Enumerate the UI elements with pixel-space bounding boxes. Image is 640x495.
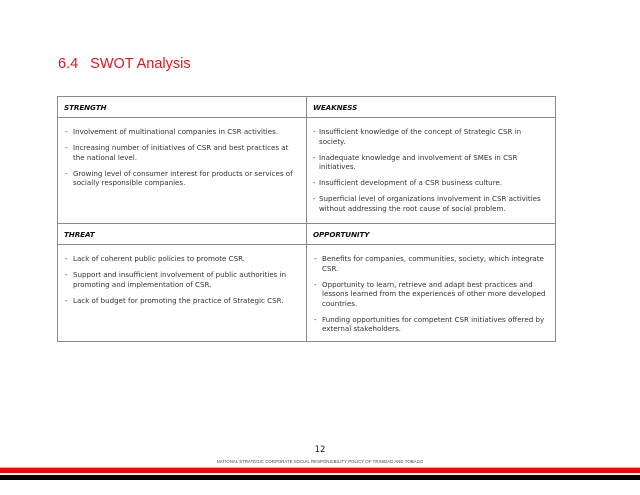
list-item: - Inadequate knowledge and involvement of SMEs in CSR initiatives. xyxy=(313,153,549,172)
list-item: - Support and insufficient involvement of public authorities in promoting and implementation of CSR. xyxy=(64,270,300,289)
list-item: - Funding opportunities for competent CSR initiatives offered by external stakeholders. xyxy=(313,315,549,334)
page-number: 12 xyxy=(314,445,326,455)
opportunity-cell xyxy=(307,245,556,342)
list-item: - Growing level of consumer interest for products or services of socially responsible companies. xyxy=(64,169,300,188)
footer-red-band xyxy=(0,468,640,473)
swot-header-row-bottom xyxy=(58,224,556,245)
swot-body-row-bottom xyxy=(58,245,556,342)
list-item: - Increasing number of initiatives of CSR and best practices at the national level. xyxy=(64,143,300,162)
threat-heading: THREAT xyxy=(58,224,307,245)
swot-header-row-top xyxy=(58,97,556,118)
section-number: 6.4 xyxy=(58,56,79,72)
strength-cell xyxy=(58,118,307,224)
weakness-heading: WEAKNESS xyxy=(307,97,556,118)
swot-body-row-top xyxy=(58,118,556,224)
threat-list xyxy=(64,254,300,305)
list-item: - Lack of budget for promoting the practice of Strategic CSR. xyxy=(64,296,300,306)
list-item: - Benefits for companies, communities, society, which integrate CSR. xyxy=(313,254,549,273)
list-item: - Insufficient knowledge of the concept of Strategic CSR in society. xyxy=(313,127,549,146)
footer-title: NATIONAL STRATEGIC CORPORATE SOCIAL RESPONSIBILITY POLICY OF TRINIDAD AND TOBAGO xyxy=(216,459,424,464)
section-heading xyxy=(58,56,191,72)
list-item: - Insufficient development of a CSR business culture. xyxy=(313,178,549,188)
swot-table xyxy=(57,96,556,342)
list-item: - Lack of coherent public policies to promote CSR. xyxy=(64,254,300,264)
opportunity-heading: OPPORTUNITY xyxy=(307,224,556,245)
list-item: - Opportunity to learn, retrieve and adapt best practices and lessons learned from the experiences of other more developed countries. xyxy=(313,280,549,309)
strength-list xyxy=(64,127,300,188)
list-item: - Superficial level of organizations involvement in CSR activities without addressing the root cause of social problem. xyxy=(313,194,549,213)
weakness-cell xyxy=(307,118,556,224)
opportunity-list xyxy=(313,254,549,334)
weakness-list xyxy=(313,127,549,213)
section-title: SWOT Analysis xyxy=(90,56,191,72)
threat-cell xyxy=(58,245,307,342)
strength-heading: STRENGTH xyxy=(58,97,307,118)
footer-black-band xyxy=(0,475,640,480)
list-item: - Involvement of multinational companies in CSR activities. xyxy=(64,127,300,137)
